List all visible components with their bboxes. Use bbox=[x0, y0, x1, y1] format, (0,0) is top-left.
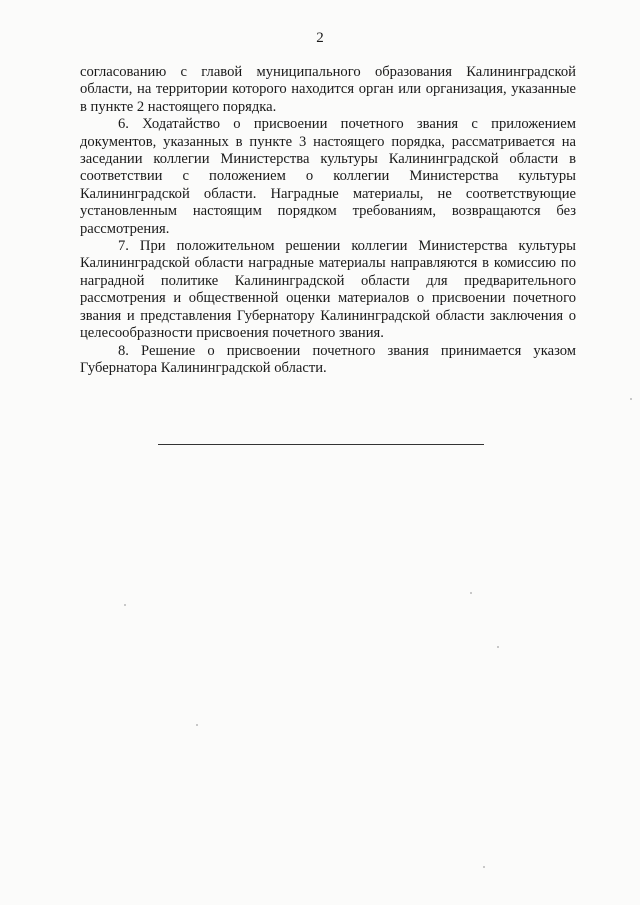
scan-speck bbox=[497, 646, 499, 648]
scan-speck bbox=[196, 724, 198, 726]
scan-speck bbox=[470, 592, 472, 594]
scan-speck bbox=[630, 398, 632, 400]
paragraph-item-6: 6. Ходатайство о присвоении почетного звания с приложением документов, указанных в пункте 3 настоящего порядка, рассматривается на заседании коллегии Министерства культуры Калининградской области в соответствии с положением о коллегии Министерства культуры Калининградской области. Наградные материалы, не соответствующие установленным настоящим порядком требованиям, возвращаются без рассмотрения. bbox=[80, 116, 576, 237]
document-body bbox=[80, 64, 576, 377]
end-of-text-rule bbox=[158, 444, 484, 445]
scan-speck bbox=[483, 866, 485, 868]
page-number: 2 bbox=[316, 30, 324, 46]
paragraph-item-8: 8. Решение о присвоении почетного звания принимается указом Губернатора Калининградской области. bbox=[80, 342, 576, 376]
paragraph-continuation: согласованию с главой муниципального образования Калининградской области, на территории которого находится орган или организация, указанные в пункте 2 настоящего порядка. bbox=[80, 64, 576, 115]
scan-speck bbox=[124, 604, 126, 606]
paragraph-item-7: 7. При положительном решении коллегии Министерства культуры Калининградской области наградные материалы направляются в комиссию по наградной политике Калининградской области для предварительного рассмотрения и общественной оценки материалов о присвоении почетного звания и представления Губернатору Калининградской области заключения о целесообразности присвоения почетного звания. bbox=[80, 238, 576, 342]
